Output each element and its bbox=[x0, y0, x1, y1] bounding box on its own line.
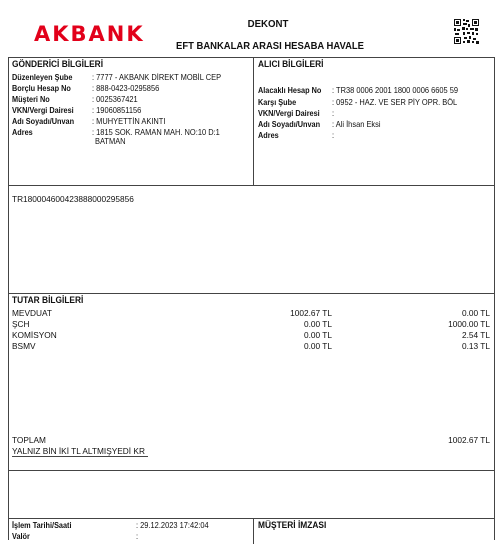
amount-name: MEVDUAT bbox=[12, 308, 52, 318]
qr-code-icon bbox=[454, 19, 479, 44]
amounts-heading: TUTAR BİLGİLERİ bbox=[12, 295, 84, 306]
field-label: Adı Soyadı/Unvan bbox=[258, 119, 321, 129]
amount-debit: 0.00 TL bbox=[304, 330, 332, 340]
amount-row bbox=[12, 319, 490, 329]
field-label: Valör bbox=[12, 531, 30, 541]
divider-footer bbox=[8, 518, 495, 519]
field-value: : Ali İhsan Eksi bbox=[332, 119, 381, 129]
amount-row bbox=[12, 308, 490, 318]
field-value: : 1815 SOK. RAMAN MAH. NO:10 D:1 bbox=[92, 127, 220, 137]
footer-divider bbox=[253, 518, 254, 544]
divider-parties bbox=[8, 185, 495, 186]
document-title: DEKONT bbox=[247, 18, 289, 30]
amount-debit: 0.00 TL bbox=[304, 341, 332, 351]
field-value: : bbox=[136, 531, 139, 541]
field-label: Karşı Şube bbox=[258, 97, 297, 107]
field-label: VKN/Vergi Dairesi bbox=[12, 105, 74, 115]
field-label: Adres bbox=[12, 127, 33, 137]
amount-row bbox=[12, 330, 490, 340]
receiver-heading: ALICI BİLGİLERİ bbox=[258, 59, 324, 70]
amount-credit: 1000.00 TL bbox=[448, 319, 490, 329]
amount-debit: 1002.67 TL bbox=[290, 308, 332, 318]
field-value: : TR38 0006 2001 1800 0006 6605 59 bbox=[332, 85, 459, 95]
field-label: Düzenleyen Şube bbox=[12, 72, 73, 82]
field-value: : bbox=[332, 130, 335, 140]
total-label: TOPLAM bbox=[12, 435, 46, 445]
field-value: : 888-0423-0295856 bbox=[92, 83, 160, 93]
field-label: Müşteri No bbox=[12, 94, 50, 104]
field-label: Borçlu Hesap No bbox=[12, 83, 71, 93]
field-label: Adres bbox=[258, 130, 279, 140]
amount-credit: 0.00 TL bbox=[462, 308, 490, 318]
amount-name: ŞCH bbox=[12, 319, 30, 329]
field-value: : 7777 - AKBANK DİREKT MOBİL CEP bbox=[92, 72, 222, 82]
field-value: : bbox=[332, 108, 335, 118]
amount-debit: 0.00 TL bbox=[304, 319, 332, 329]
sender-heading: GÖNDERİCİ BİLGİLERİ bbox=[12, 59, 104, 70]
field-label: Alacaklı Hesap No bbox=[258, 85, 322, 95]
amount-credit: 0.13 TL bbox=[462, 341, 490, 351]
document-subtitle: EFT BANKALAR ARASI HESABA HAVALE bbox=[176, 40, 364, 52]
field-value: BATMAN bbox=[95, 136, 126, 146]
field-value: : 0952 - HAZ. VE SER PİY OPR. BÖL bbox=[332, 97, 458, 107]
field-value: : 29.12.2023 17:42:04 bbox=[136, 520, 209, 530]
party-divider bbox=[253, 57, 254, 185]
amount-credit: 2.54 TL bbox=[462, 330, 490, 340]
amount-name: KOMİSYON bbox=[12, 330, 57, 340]
total-row bbox=[12, 435, 490, 445]
field-value: : 0025367421 bbox=[92, 94, 138, 104]
field-label: VKN/Vergi Dairesi bbox=[258, 108, 320, 118]
akbank-logo: AKBANK bbox=[34, 22, 145, 46]
field-value: : MUHYETTİN AKINTI bbox=[92, 116, 166, 126]
total-value: 1002.67 TL bbox=[448, 435, 490, 445]
field-label: Adı Soyadı/Unvan bbox=[12, 116, 75, 126]
signature-heading: MÜŞTERİ İMZASI bbox=[258, 520, 327, 531]
field-label: İşlem Tarihi/Saati bbox=[12, 520, 72, 530]
divider-reference bbox=[8, 293, 495, 294]
divider-amounts bbox=[8, 470, 495, 471]
transaction-reference: TR1800046004238880002958​56 bbox=[12, 194, 134, 204]
amount-row bbox=[12, 341, 490, 351]
amount-name: BSMV bbox=[12, 341, 36, 351]
total-in-words: YALNIZ BİN İKİ TL ALTMIŞYEDİ KR bbox=[12, 446, 148, 457]
field-value: : 19060851156 bbox=[92, 105, 142, 115]
